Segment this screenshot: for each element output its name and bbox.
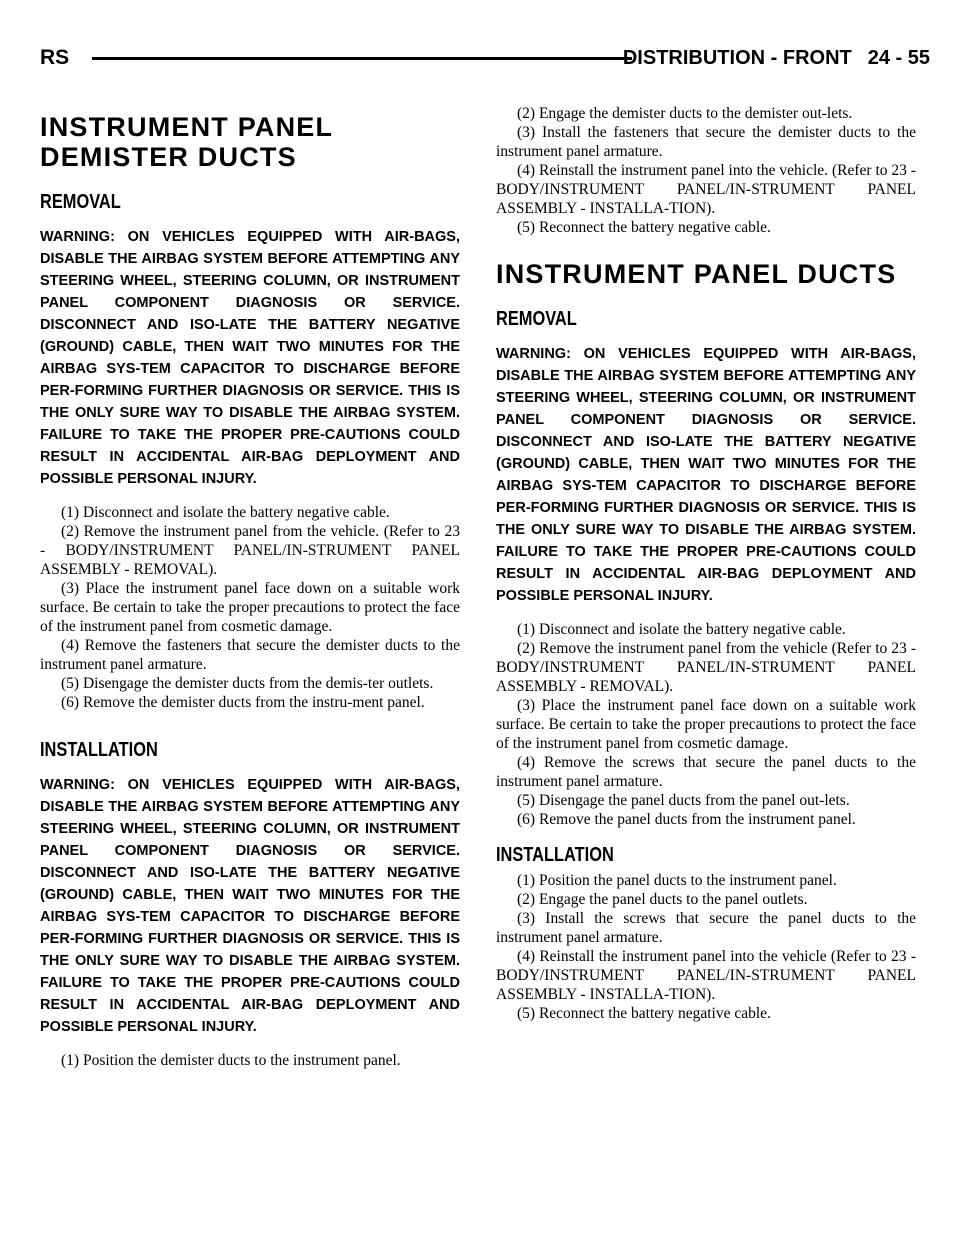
section-title-line1: INSTRUMENT PANEL (40, 112, 334, 142)
demister-installation-step: (1) Position the demister ducts to the instrument panel. (61, 1052, 401, 1069)
demister-removal-step: (6) Remove the demister ducts from the instru-ment panel. (61, 694, 425, 711)
demister-removal-heading: REMOVAL (40, 191, 121, 213)
panel-ducts-removal-heading: REMOVAL (496, 308, 577, 330)
demister-installation-step: (3) Install the fasteners that secure the demister ducts to the instrument panel armature. (496, 124, 916, 160)
panel-ducts-removal-step: (2) Remove the instrument panel from the vehicle (Refer to 23 - BODY/INSTRUMENT PANEL/IN-STRUMENT PANEL ASSEMBLY - REMOVAL). (496, 640, 916, 695)
warning-paragraph: WARNING: ON VEHICLES EQUIPPED WITH AIR-BAGS, DISABLE THE AIRBAG SYSTEM BEFORE ATTEMPTING ANY STEERING WHEEL, STEERING COLUMN, OR INSTRUMENT PANEL COMPONENT DIAGNOSIS OR SERVICE. DISCONNECT AND ISO-LATE THE BATTERY NEGATIVE (GROUND) CABLE, THEN WAIT TWO MINUTES FOR THE AIRBAG SYS-TEM CAPACITOR TO DISCHARGE BEFORE PER-FORMING FURTHER DIAGNOSIS OR SERVICE. THIS IS THE ONLY SURE WAY TO DISABLE THE AIRBAG SYSTEM. FAILURE TO TAKE THE PROPER PRE-CAUTIONS COULD RESULT IN ACCIDENTAL AIR-BAG DEPLOYMENT AND POSSIBLE PERSONAL INJURY. (496, 346, 916, 604)
demister-removal-step: (5) Disengage the demister ducts from the demis-ter outlets. (61, 675, 434, 692)
section-title-line2: DEMISTER DUCTS (40, 142, 297, 172)
header-page-number: 24 - 55 (867, 47, 930, 69)
header-section-code: RS (40, 46, 70, 69)
right-column (496, 104, 916, 1023)
demister-installation-step: (4) Reinstall the instrument panel into the vehicle. (Refer to 23 - BODY/INSTRUMENT PANEL/IN-STRUMENT PANEL ASSEMBLY - INSTALLA-TION). (496, 162, 916, 217)
section-title-panel-ducts: INSTRUMENT PANEL DUCTS (496, 259, 897, 289)
demister-installation-step: (2) Engage the demister ducts to the demister out-lets. (517, 105, 853, 122)
demister-installation-heading: INSTALLATION (40, 739, 158, 761)
panel-ducts-removal-step: (4) Remove the screws that secure the panel ducts to the instrument panel armature. (496, 754, 916, 790)
panel-ducts-installation-step: (3) Install the screws that secure the panel ducts to the instrument panel armature. (496, 910, 916, 946)
panel-ducts-installation-heading: INSTALLATION (496, 844, 614, 866)
demister-installation-step: (5) Reconnect the battery negative cable. (517, 219, 771, 236)
panel-ducts-installation-step: (4) Reinstall the instrument panel into the vehicle (Refer to 23 - BODY/INSTRUMENT PANEL/IN-STRUMENT PANEL ASSEMBLY - INSTALLA-TION). (496, 948, 916, 1003)
warning-paragraph: WARNING: ON VEHICLES EQUIPPED WITH AIR-BAGS, DISABLE THE AIRBAG SYSTEM BEFORE ATTEMPTING ANY STEERING WHEEL, STEERING COLUMN, OR INSTRUMENT PANEL COMPONENT DIAGNOSIS OR SERVICE. DISCONNECT AND ISO-LATE THE BATTERY NEGATIVE (GROUND) CABLE, THEN WAIT TWO MINUTES FOR THE AIRBAG SYS-TEM CAPACITOR TO DISCHARGE BEFORE PER-FORMING FURTHER DIAGNOSIS OR SERVICE. THIS IS THE ONLY SURE WAY TO DISABLE THE AIRBAG SYSTEM. FAILURE TO TAKE THE PROPER PRE-CAUTIONS COULD RESULT IN ACCIDENTAL AIR-BAG DEPLOYMENT AND POSSIBLE PERSONAL INJURY. (40, 229, 460, 487)
panel-ducts-removal-step: (6) Remove the panel ducts from the instrument panel. (517, 811, 856, 828)
panel-ducts-removal-step: (5) Disengage the panel ducts from the panel out-lets. (517, 792, 850, 809)
panel-ducts-removal-step: (3) Place the instrument panel face down on a suitable work surface. Be certain to take the proper precautions to protect the face of the instrument panel from cosmetic damage. (496, 697, 916, 752)
page-header (40, 44, 930, 72)
demister-removal-step: (1) Disconnect and isolate the battery negative cable. (61, 504, 390, 521)
header-title-block (623, 44, 930, 72)
section-title-demister-ducts (40, 112, 460, 172)
left-column (40, 104, 460, 1070)
header-rule (92, 57, 632, 60)
warning-paragraph: WARNING: ON VEHICLES EQUIPPED WITH AIR-BAGS, DISABLE THE AIRBAG SYSTEM BEFORE ATTEMPTING ANY STEERING WHEEL, STEERING COLUMN, OR INSTRUMENT PANEL COMPONENT DIAGNOSIS OR SERVICE. DISCONNECT AND ISO-LATE THE BATTERY NEGATIVE (GROUND) CABLE, THEN WAIT TWO MINUTES FOR THE AIRBAG SYS-TEM CAPACITOR TO DISCHARGE BEFORE PER-FORMING FURTHER DIAGNOSIS OR SERVICE. THIS IS THE ONLY SURE WAY TO DISABLE THE AIRBAG SYSTEM. FAILURE TO TAKE THE PROPER PRE-CAUTIONS COULD RESULT IN ACCIDENTAL AIR-BAG DEPLOYMENT AND POSSIBLE PERSONAL INJURY. (40, 777, 460, 1035)
panel-ducts-removal-step: (1) Disconnect and isolate the battery negative cable. (517, 621, 846, 638)
demister-removal-step: (2) Remove the instrument panel from the vehicle. (Refer to 23 - BODY/INSTRUMENT PANEL/IN-STRUMENT PANEL ASSEMBLY - REMOVAL). (40, 523, 460, 578)
demister-removal-step: (4) Remove the fasteners that secure the demister ducts to the instrument panel armature. (40, 637, 460, 673)
panel-ducts-installation-step: (1) Position the panel ducts to the instrument panel. (517, 872, 837, 889)
panel-ducts-installation-step: (2) Engage the panel ducts to the panel outlets. (517, 891, 808, 908)
demister-removal-step: (3) Place the instrument panel face down on a suitable work surface. Be certain to take the proper precautions to protect the face of the instrument panel from cosmetic damage. (40, 580, 460, 635)
panel-ducts-installation-step: (5) Reconnect the battery negative cable. (517, 1005, 771, 1022)
header-chapter-title: DISTRIBUTION - FRONT (622, 47, 852, 69)
